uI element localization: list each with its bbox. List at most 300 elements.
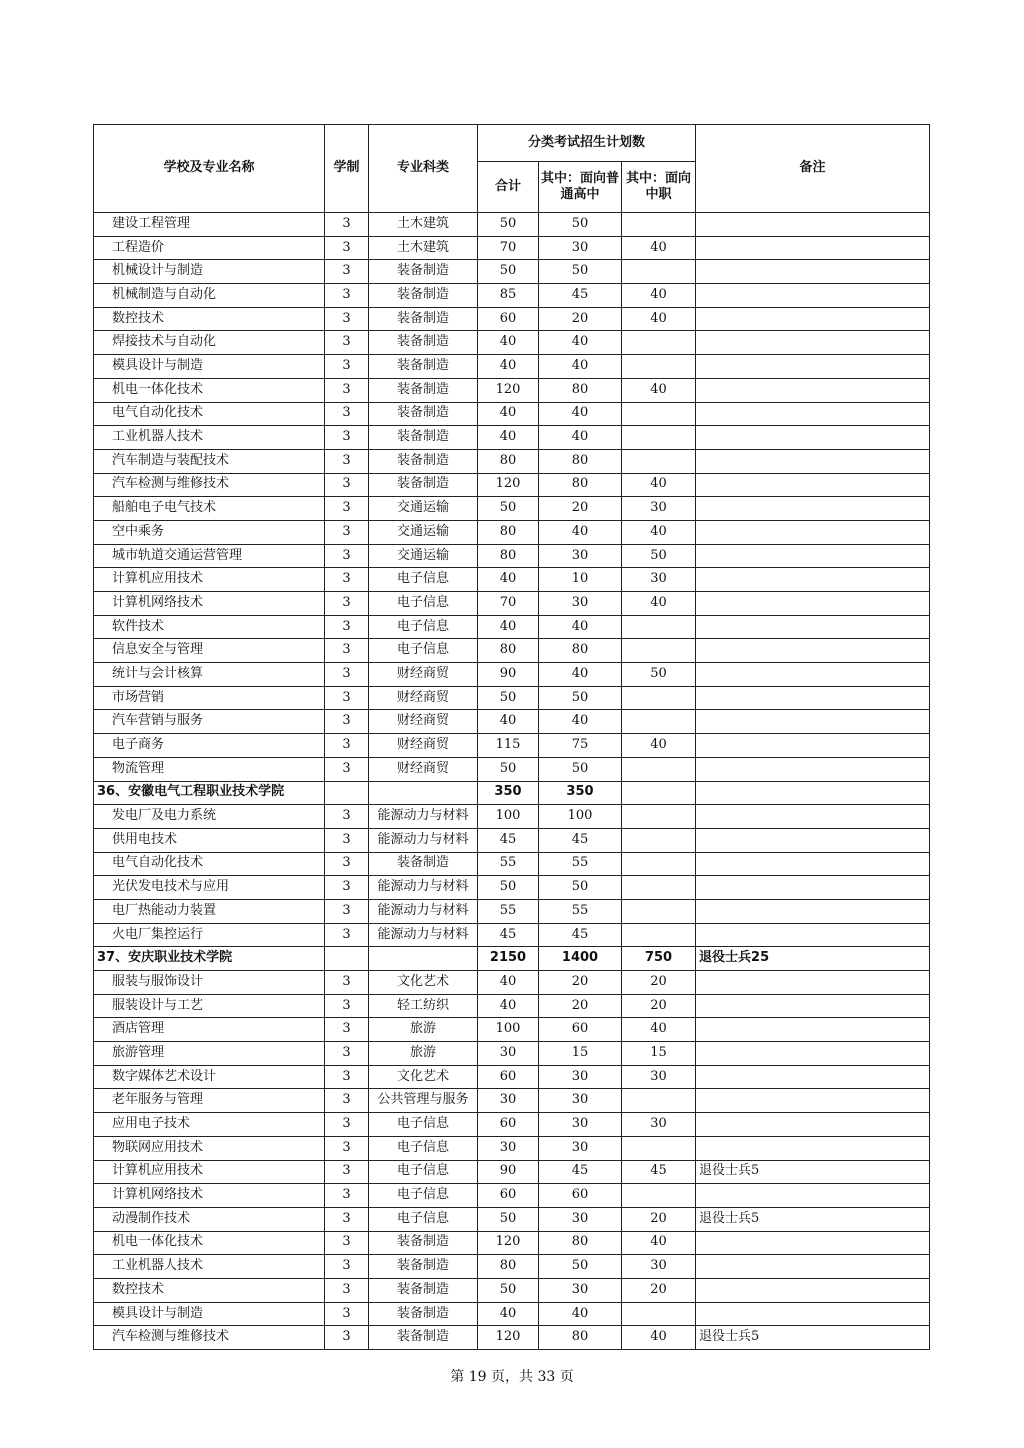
total-cell: 50	[478, 1207, 539, 1231]
general-cell: 20	[539, 994, 622, 1018]
general-cell: 40	[539, 355, 622, 379]
enrollment-plan-table	[93, 124, 930, 1350]
table-row	[94, 1018, 930, 1042]
years-cell: 3	[325, 994, 369, 1018]
general-cell: 80	[539, 449, 622, 473]
major-name: 建设工程管理	[94, 213, 325, 237]
note-cell	[696, 828, 930, 852]
table-row	[94, 497, 930, 521]
major-name: 服装设计与工艺	[94, 994, 325, 1018]
school-row	[94, 947, 930, 971]
major-name: 工业机器人技术	[94, 426, 325, 450]
table-row	[94, 520, 930, 544]
years-cell: 3	[325, 213, 369, 237]
category-cell: 财经商贸	[369, 663, 478, 687]
vocational-cell	[622, 686, 696, 710]
general-cell: 80	[539, 473, 622, 497]
general-cell: 40	[539, 615, 622, 639]
vocational-cell: 40	[622, 1018, 696, 1042]
table-row	[94, 805, 930, 829]
category-cell: 能源动力与材料	[369, 805, 478, 829]
major-name: 模具设计与制造	[94, 355, 325, 379]
note-cell	[696, 1136, 930, 1160]
vocational-cell	[622, 710, 696, 734]
years-cell: 3	[325, 284, 369, 308]
general-cell: 30	[539, 236, 622, 260]
general-cell: 30	[539, 544, 622, 568]
table-row	[94, 1065, 930, 1089]
vocational-cell	[622, 805, 696, 829]
table-row	[94, 686, 930, 710]
vocational-cell: 30	[622, 1065, 696, 1089]
table-row	[94, 734, 930, 758]
total-cell: 40	[478, 710, 539, 734]
note-cell	[696, 994, 930, 1018]
total-cell: 120	[478, 1231, 539, 1255]
category-cell: 交通运输	[369, 520, 478, 544]
header-vocational: 其中：面向中职	[622, 162, 696, 213]
major-name: 软件技术	[94, 615, 325, 639]
note-cell	[696, 497, 930, 521]
table-row	[94, 1255, 930, 1279]
total-cell: 70	[478, 236, 539, 260]
table-row	[94, 1231, 930, 1255]
total-cell: 30	[478, 1136, 539, 1160]
total-cell: 50	[478, 757, 539, 781]
category-cell	[369, 947, 478, 971]
years-cell: 3	[325, 497, 369, 521]
vocational-cell: 45	[622, 1160, 696, 1184]
years-cell: 3	[325, 899, 369, 923]
table-row	[94, 544, 930, 568]
category-cell: 旅游	[369, 1042, 478, 1066]
category-cell: 装备制造	[369, 449, 478, 473]
category-cell: 装备制造	[369, 331, 478, 355]
total-cell: 55	[478, 899, 539, 923]
note-cell: 退役士兵5	[696, 1207, 930, 1231]
major-name: 服装与服饰设计	[94, 971, 325, 995]
note-cell	[696, 307, 930, 331]
vocational-cell	[622, 639, 696, 663]
total-cell: 85	[478, 284, 539, 308]
total-cell: 115	[478, 734, 539, 758]
category-cell: 公共管理与服务	[369, 1089, 478, 1113]
note-cell	[696, 520, 930, 544]
table-row	[94, 449, 930, 473]
vocational-cell	[622, 615, 696, 639]
table-row	[94, 1278, 930, 1302]
total-cell: 350	[478, 781, 539, 805]
total-cell: 80	[478, 520, 539, 544]
major-name: 汽车检测与维修技术	[94, 1326, 325, 1350]
note-cell	[696, 1255, 930, 1279]
general-cell: 75	[539, 734, 622, 758]
table-row	[94, 1136, 930, 1160]
category-cell: 能源动力与材料	[369, 899, 478, 923]
table-row	[94, 213, 930, 237]
major-name: 数控技术	[94, 1278, 325, 1302]
major-name: 电子商务	[94, 734, 325, 758]
category-cell: 装备制造	[369, 852, 478, 876]
category-cell: 装备制造	[369, 1278, 478, 1302]
category-cell: 能源动力与材料	[369, 876, 478, 900]
note-cell	[696, 876, 930, 900]
general-cell: 20	[539, 971, 622, 995]
category-cell: 装备制造	[369, 426, 478, 450]
years-cell: 3	[325, 1065, 369, 1089]
vocational-cell	[622, 426, 696, 450]
total-cell: 40	[478, 615, 539, 639]
vocational-cell: 50	[622, 663, 696, 687]
years-cell: 3	[325, 473, 369, 497]
general-cell: 30	[539, 1113, 622, 1137]
note-cell	[696, 473, 930, 497]
total-cell: 55	[478, 852, 539, 876]
note-cell	[696, 568, 930, 592]
note-cell	[696, 710, 930, 734]
general-cell: 30	[539, 1136, 622, 1160]
years-cell: 3	[325, 639, 369, 663]
years-cell: 3	[325, 805, 369, 829]
category-cell: 装备制造	[369, 355, 478, 379]
category-cell: 电子信息	[369, 1207, 478, 1231]
note-cell	[696, 449, 930, 473]
years-cell: 3	[325, 236, 369, 260]
major-name: 工业机器人技术	[94, 1255, 325, 1279]
school-row	[94, 781, 930, 805]
general-cell: 40	[539, 1302, 622, 1326]
years-cell: 3	[325, 1255, 369, 1279]
table-row	[94, 568, 930, 592]
note-cell	[696, 213, 930, 237]
vocational-cell	[622, 355, 696, 379]
category-cell: 轻工纺织	[369, 994, 478, 1018]
total-cell: 70	[478, 592, 539, 616]
table-row	[94, 899, 930, 923]
general-cell: 15	[539, 1042, 622, 1066]
major-name: 电气自动化技术	[94, 402, 325, 426]
total-cell: 40	[478, 971, 539, 995]
vocational-cell: 20	[622, 994, 696, 1018]
category-cell: 财经商贸	[369, 757, 478, 781]
vocational-cell: 20	[622, 971, 696, 995]
note-cell	[696, 971, 930, 995]
general-cell: 50	[539, 686, 622, 710]
table-row	[94, 971, 930, 995]
years-cell: 3	[325, 568, 369, 592]
major-name: 数控技术	[94, 307, 325, 331]
major-name: 计算机应用技术	[94, 1160, 325, 1184]
general-cell: 50	[539, 876, 622, 900]
major-name: 市场营销	[94, 686, 325, 710]
category-cell: 电子信息	[369, 1184, 478, 1208]
note-cell	[696, 1089, 930, 1113]
general-cell: 30	[539, 592, 622, 616]
total-cell: 2150	[478, 947, 539, 971]
total-cell: 40	[478, 994, 539, 1018]
vocational-cell: 40	[622, 307, 696, 331]
years-cell: 3	[325, 449, 369, 473]
note-cell	[696, 1042, 930, 1066]
note-cell	[696, 686, 930, 710]
table-row	[94, 1160, 930, 1184]
category-cell: 旅游	[369, 1018, 478, 1042]
vocational-cell: 40	[622, 284, 696, 308]
years-cell: 3	[325, 260, 369, 284]
general-cell: 80	[539, 1326, 622, 1350]
total-cell: 120	[478, 378, 539, 402]
total-cell: 120	[478, 473, 539, 497]
category-cell: 电子信息	[369, 568, 478, 592]
major-name: 酒店管理	[94, 1018, 325, 1042]
vocational-cell: 30	[622, 568, 696, 592]
note-cell	[696, 1278, 930, 1302]
years-cell: 3	[325, 852, 369, 876]
total-cell: 45	[478, 828, 539, 852]
major-name: 焊接技术与自动化	[94, 331, 325, 355]
years-cell: 3	[325, 876, 369, 900]
page-footer: 第 19 页，共 33 页	[450, 1369, 574, 1385]
years-cell: 3	[325, 378, 369, 402]
major-name: 数字媒体艺术设计	[94, 1065, 325, 1089]
vocational-cell: 40	[622, 1326, 696, 1350]
major-name: 发电厂及电力系统	[94, 805, 325, 829]
general-cell: 45	[539, 828, 622, 852]
total-cell: 40	[478, 402, 539, 426]
general-cell: 80	[539, 1231, 622, 1255]
general-cell: 80	[539, 639, 622, 663]
table-row	[94, 426, 930, 450]
vocational-cell	[622, 899, 696, 923]
table-row	[94, 1089, 930, 1113]
vocational-cell: 40	[622, 1231, 696, 1255]
header-plan-group: 分类考试招生计划数	[478, 125, 696, 162]
major-name: 船舶电子电气技术	[94, 497, 325, 521]
years-cell: 3	[325, 828, 369, 852]
general-cell: 40	[539, 520, 622, 544]
total-cell: 60	[478, 1065, 539, 1089]
total-cell: 60	[478, 307, 539, 331]
general-cell: 50	[539, 213, 622, 237]
category-cell: 土木建筑	[369, 236, 478, 260]
total-cell: 40	[478, 568, 539, 592]
general-cell: 45	[539, 284, 622, 308]
total-cell: 100	[478, 1018, 539, 1042]
major-name: 机电一体化技术	[94, 1231, 325, 1255]
vocational-cell	[622, 1302, 696, 1326]
category-cell: 装备制造	[369, 402, 478, 426]
vocational-cell: 20	[622, 1278, 696, 1302]
category-cell: 装备制造	[369, 1302, 478, 1326]
total-cell: 40	[478, 331, 539, 355]
major-name: 机电一体化技术	[94, 378, 325, 402]
table-row	[94, 1302, 930, 1326]
general-cell: 40	[539, 402, 622, 426]
total-cell: 50	[478, 260, 539, 284]
note-cell	[696, 284, 930, 308]
total-cell: 80	[478, 1255, 539, 1279]
vocational-cell: 50	[622, 544, 696, 568]
vocational-cell: 40	[622, 592, 696, 616]
table-row	[94, 615, 930, 639]
general-cell: 30	[539, 1065, 622, 1089]
table-row	[94, 284, 930, 308]
years-cell: 3	[325, 1302, 369, 1326]
years-cell: 3	[325, 1113, 369, 1137]
years-cell: 3	[325, 1042, 369, 1066]
table-row	[94, 331, 930, 355]
vocational-cell	[622, 1184, 696, 1208]
table-row	[94, 378, 930, 402]
vocational-cell: 30	[622, 1255, 696, 1279]
general-cell: 55	[539, 852, 622, 876]
category-cell: 装备制造	[369, 1231, 478, 1255]
table-row	[94, 236, 930, 260]
header-years: 学制	[325, 125, 369, 213]
years-cell: 3	[325, 1160, 369, 1184]
years-cell: 3	[325, 402, 369, 426]
total-cell: 60	[478, 1184, 539, 1208]
category-cell: 能源动力与材料	[369, 828, 478, 852]
general-cell: 20	[539, 497, 622, 521]
note-cell	[696, 1184, 930, 1208]
vocational-cell	[622, 781, 696, 805]
general-cell: 45	[539, 1160, 622, 1184]
vocational-cell	[622, 331, 696, 355]
vocational-cell	[622, 923, 696, 947]
years-cell	[325, 781, 369, 805]
note-cell: 退役士兵5	[696, 1326, 930, 1350]
category-cell: 文化艺术	[369, 971, 478, 995]
major-name: 机械制造与自动化	[94, 284, 325, 308]
total-cell: 50	[478, 213, 539, 237]
header-general: 其中：面向普通高中	[539, 162, 622, 213]
category-cell: 电子信息	[369, 1136, 478, 1160]
header-category: 专业科类	[369, 125, 478, 213]
years-cell: 3	[325, 663, 369, 687]
school-name: 36、安徽电气工程职业技术学院	[94, 781, 325, 805]
vocational-cell: 40	[622, 378, 696, 402]
note-cell	[696, 592, 930, 616]
total-cell: 90	[478, 663, 539, 687]
note-cell	[696, 1302, 930, 1326]
general-cell: 40	[539, 710, 622, 734]
category-cell: 装备制造	[369, 1326, 478, 1350]
total-cell: 30	[478, 1042, 539, 1066]
category-cell: 财经商贸	[369, 734, 478, 758]
total-cell: 40	[478, 1302, 539, 1326]
general-cell: 20	[539, 307, 622, 331]
general-cell: 50	[539, 757, 622, 781]
vocational-cell: 15	[622, 1042, 696, 1066]
years-cell: 3	[325, 592, 369, 616]
note-cell	[696, 1231, 930, 1255]
major-name: 物流管理	[94, 757, 325, 781]
major-name: 计算机应用技术	[94, 568, 325, 592]
table-row	[94, 355, 930, 379]
total-cell: 50	[478, 497, 539, 521]
general-cell: 40	[539, 663, 622, 687]
total-cell: 50	[478, 1278, 539, 1302]
total-cell: 60	[478, 1113, 539, 1137]
category-cell: 文化艺术	[369, 1065, 478, 1089]
vocational-cell	[622, 828, 696, 852]
years-cell: 3	[325, 757, 369, 781]
note-cell	[696, 781, 930, 805]
table-row	[94, 402, 930, 426]
major-name: 计算机网络技术	[94, 592, 325, 616]
category-cell: 财经商贸	[369, 686, 478, 710]
table-row	[94, 639, 930, 663]
years-cell: 3	[325, 686, 369, 710]
note-cell	[696, 734, 930, 758]
years-cell: 3	[325, 1326, 369, 1350]
table-row	[94, 852, 930, 876]
major-name: 汽车营销与服务	[94, 710, 325, 734]
general-cell: 60	[539, 1018, 622, 1042]
major-name: 供用电技术	[94, 828, 325, 852]
note-cell	[696, 1113, 930, 1137]
note-cell: 退役士兵5	[696, 1160, 930, 1184]
general-cell: 50	[539, 260, 622, 284]
category-cell: 装备制造	[369, 284, 478, 308]
note-cell: 退役士兵25	[696, 947, 930, 971]
vocational-cell: 30	[622, 497, 696, 521]
general-cell: 30	[539, 1207, 622, 1231]
vocational-cell	[622, 449, 696, 473]
category-cell: 电子信息	[369, 639, 478, 663]
major-name: 计算机网络技术	[94, 1184, 325, 1208]
table-row	[94, 828, 930, 852]
vocational-cell: 30	[622, 1113, 696, 1137]
major-name: 应用电子技术	[94, 1113, 325, 1137]
general-cell: 10	[539, 568, 622, 592]
years-cell: 3	[325, 307, 369, 331]
note-cell	[696, 402, 930, 426]
major-name: 信息安全与管理	[94, 639, 325, 663]
vocational-cell	[622, 1136, 696, 1160]
years-cell: 3	[325, 426, 369, 450]
note-cell	[696, 923, 930, 947]
total-cell: 120	[478, 1326, 539, 1350]
category-cell: 装备制造	[369, 473, 478, 497]
years-cell: 3	[325, 1231, 369, 1255]
header-name: 学校及专业名称	[94, 125, 325, 213]
general-cell: 350	[539, 781, 622, 805]
vocational-cell: 40	[622, 734, 696, 758]
category-cell: 装备制造	[369, 260, 478, 284]
years-cell: 3	[325, 355, 369, 379]
major-name: 旅游管理	[94, 1042, 325, 1066]
note-cell	[696, 260, 930, 284]
total-cell: 30	[478, 1089, 539, 1113]
note-cell	[696, 852, 930, 876]
table-row	[94, 663, 930, 687]
years-cell: 3	[325, 331, 369, 355]
table-row	[94, 307, 930, 331]
table-row	[94, 710, 930, 734]
major-name: 统计与会计核算	[94, 663, 325, 687]
table-row	[94, 1207, 930, 1231]
school-name: 37、安庆职业技术学院	[94, 947, 325, 971]
total-cell: 50	[478, 876, 539, 900]
general-cell: 60	[539, 1184, 622, 1208]
total-cell: 80	[478, 544, 539, 568]
major-name: 汽车制造与装配技术	[94, 449, 325, 473]
general-cell: 30	[539, 1089, 622, 1113]
general-cell: 40	[539, 331, 622, 355]
years-cell: 3	[325, 734, 369, 758]
